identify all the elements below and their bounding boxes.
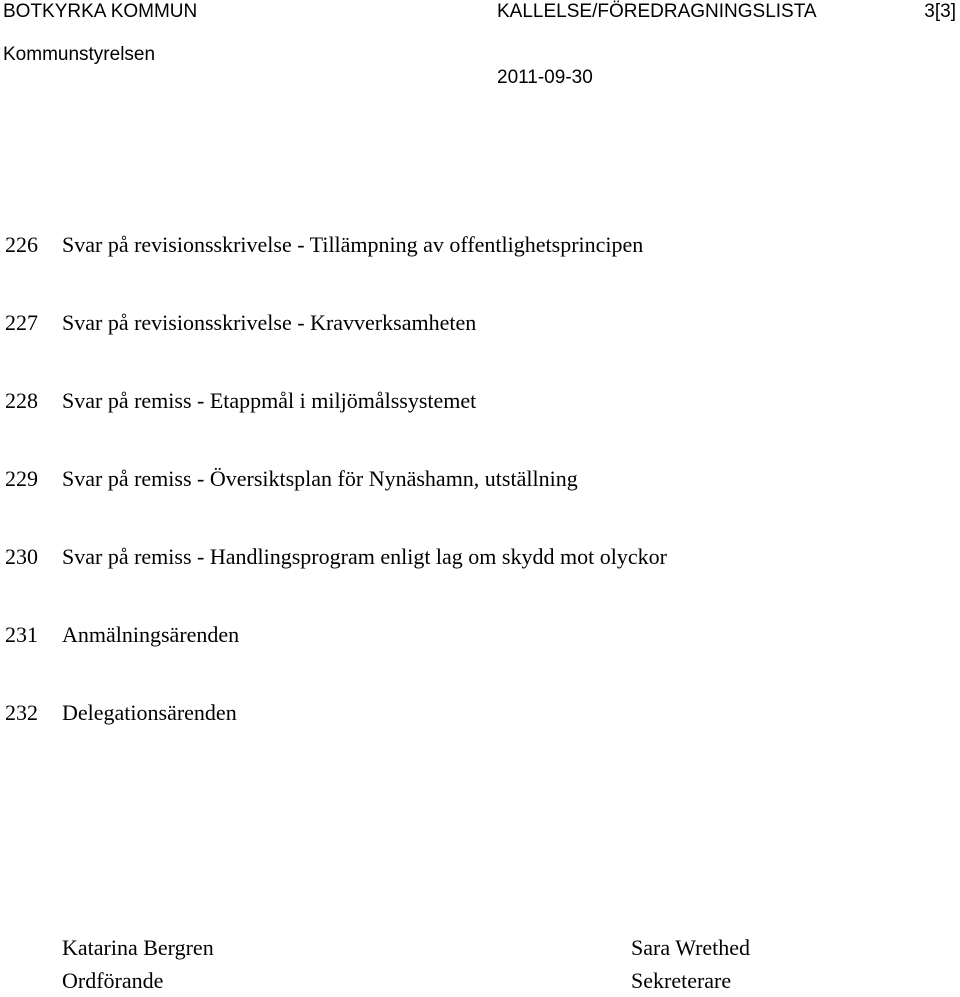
signature-name: Katarina Bergren [62,935,214,960]
agenda-item-number: 226 [5,232,38,257]
document-type: KALLELSE/FÖREDRAGNINGSLISTA [497,1,817,22]
agenda-item-title: Svar på revisionsskrivelse - Kravverksamheten [62,310,477,335]
agenda-item-title: Anmälningsärenden [62,622,240,647]
agenda-item [5,310,667,336]
agenda-item-title: Svar på revisionsskrivelse - Tillämpning av offentlighetsprincipen [62,232,644,257]
agenda-item-title: Delegationsärenden [62,700,237,725]
agenda-item-number: 229 [5,466,38,491]
agenda-item-number: 230 [5,544,38,569]
committee-name: Kommunstyrelsen [3,44,156,65]
agenda-item-title: Svar på remiss - Handlingsprogram enligt lag om skydd mot olyckor [62,544,667,569]
agenda-item-number: 232 [5,700,38,725]
agenda-item [5,232,667,258]
agenda-item-number: 227 [5,310,38,335]
agenda-item [5,466,667,492]
agenda-list [5,232,667,778]
signature-chair [62,931,214,997]
agenda-item [5,622,667,648]
agenda-item-title: Svar på remiss - Översiktsplan för Nynäshamn, utställning [62,466,578,491]
organization-name: BOTKYRKA KOMMUN [3,1,198,22]
meeting-date: 2011-09-30 [497,67,593,88]
signature-role: Sekreterare [631,968,732,993]
agenda-item [5,700,667,726]
agenda-item-number: 228 [5,388,38,413]
signature-name: Sara Wrethed [631,935,751,960]
page-number: 3[3] [924,1,956,22]
signature-role: Ordförande [62,968,164,993]
signature-secretary [631,931,750,997]
agenda-item [5,388,667,414]
agenda-item-title: Svar på remiss - Etappmål i miljömålssystemet [62,388,477,413]
agenda-item-number: 231 [5,622,38,647]
agenda-item [5,544,667,570]
